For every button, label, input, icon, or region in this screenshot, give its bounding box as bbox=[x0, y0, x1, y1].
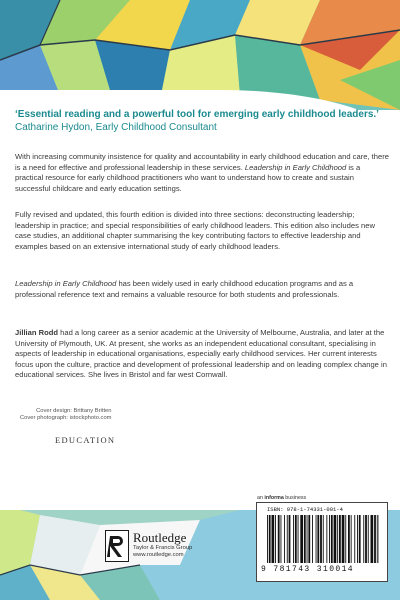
publisher-name: Routledge bbox=[133, 530, 187, 545]
quote-attribution: Catharine Hydon, Early Childhood Consultant bbox=[15, 121, 217, 133]
barcode-bar bbox=[363, 515, 364, 563]
author-name: Jillian Rodd bbox=[15, 328, 59, 337]
barcode-bar bbox=[284, 515, 285, 563]
p1-text-b: is a practical resource for early childhood practitioners who want to understand how to create and sustain successful childcare and early education settings. bbox=[15, 162, 361, 193]
barcode-bar bbox=[267, 515, 268, 563]
isbn-barcode bbox=[256, 502, 388, 582]
barcode-bar bbox=[278, 515, 280, 563]
barcode-bar bbox=[337, 515, 338, 563]
publisher-group: Taylor & Francis Group bbox=[133, 545, 193, 551]
barcode-bar bbox=[377, 515, 378, 563]
barcode-bar bbox=[342, 515, 345, 563]
barcode-bar bbox=[317, 515, 319, 563]
barcode-bar bbox=[359, 515, 361, 563]
barcode-bar bbox=[300, 515, 303, 563]
p1-book-title: Leadership in Early Childhood bbox=[244, 162, 347, 172]
p3-book-title: Leadership in Early Childhood bbox=[15, 279, 117, 288]
barcode-bar bbox=[298, 515, 299, 563]
barcode-bar bbox=[304, 515, 306, 563]
p3-text: has been widely used in early childhood education programs and as a professional reference text and remains a valuable resource for both students and professionals. bbox=[15, 279, 354, 299]
barcode-bar bbox=[365, 515, 367, 563]
barcode-bar bbox=[329, 515, 330, 563]
description-paragraph-3 bbox=[15, 279, 390, 300]
author-bio bbox=[15, 328, 390, 381]
barcode-bar bbox=[351, 515, 352, 563]
barcode-bar bbox=[287, 515, 288, 563]
barcode-bar bbox=[308, 515, 310, 563]
barcode-bars bbox=[267, 515, 379, 563]
informa-tagline bbox=[257, 495, 306, 501]
barcode-bar bbox=[326, 515, 327, 563]
barcode-bar bbox=[371, 515, 374, 563]
barcode-bar bbox=[307, 515, 308, 563]
barcode-bar bbox=[312, 515, 313, 563]
barcode-bar bbox=[320, 515, 322, 563]
barcode-bar bbox=[339, 515, 341, 563]
cover-photo-credit: Cover photograph: istockphoto.com bbox=[20, 415, 112, 422]
barcode-bar bbox=[368, 515, 369, 563]
p2-text: Fully revised and updated, this fourth edition is divided into three sections: deconstructing leadership; leadership in practice; and special responsibilities of early childhood leaders. This edition also includes new case studies, an additional chapter summarising the key contributing factors to effective leadership and examples based on an extensive international study of early childhood leaders. bbox=[15, 210, 375, 251]
barcode-bar bbox=[289, 515, 291, 563]
barcode-bar bbox=[295, 515, 297, 563]
barcode-bar bbox=[331, 515, 333, 563]
barcode-bar bbox=[348, 515, 350, 563]
endorsement-quote bbox=[15, 109, 390, 134]
barcode-number: 9 781743 310014 bbox=[261, 565, 355, 574]
barcode-bar bbox=[354, 515, 355, 563]
quote-text: ‘Essential reading and a powerful tool for emerging early childhood leaders.’ bbox=[15, 109, 379, 120]
informa-suffix: business bbox=[283, 495, 307, 501]
subject-category: EDUCATION bbox=[55, 435, 116, 445]
description-paragraph-1 bbox=[15, 152, 390, 194]
cover-credits bbox=[20, 408, 112, 422]
barcode-bar bbox=[323, 515, 324, 563]
barcode-bar bbox=[345, 515, 346, 563]
informa-prefix: an bbox=[257, 495, 265, 501]
author-bio-text: had a long career as a senior academic at the University of Melbourne, Australia, and later at the University of Plymouth, UK. At present, she works as an independent educational consultant, specialising in aspects of leadership in educational organisations, especially early childhood services. Her current interests focus upon the culture, practice and development of professional leadership and on leading complex change in educational services. She lives in Bristol and far west Cornwall. bbox=[15, 328, 387, 380]
barcode-bar bbox=[374, 515, 376, 563]
informa-brand: informa bbox=[264, 495, 284, 501]
barcode-bar bbox=[334, 515, 337, 563]
publisher-url: www.routledge.com bbox=[133, 552, 184, 558]
barcode-bar bbox=[275, 515, 276, 563]
barcode-bar bbox=[316, 515, 317, 563]
barcode-bar bbox=[357, 515, 358, 563]
barcode-bar bbox=[269, 515, 271, 563]
routledge-r-icon bbox=[105, 530, 129, 562]
barcode-bar bbox=[272, 515, 275, 563]
cover-design-credit: Cover design: Brittany Britten bbox=[36, 408, 112, 414]
p1-text-a: With increasing community insistence for quality and accountability in early childhood education and care, there is a need for effective and professional leadership in these services. bbox=[15, 152, 389, 172]
isbn-label: ISBN: 978-1-74331-001-4 bbox=[267, 506, 343, 513]
barcode-bar bbox=[293, 515, 294, 563]
description-paragraph-2 bbox=[15, 210, 390, 252]
barcode-bar bbox=[281, 515, 282, 563]
